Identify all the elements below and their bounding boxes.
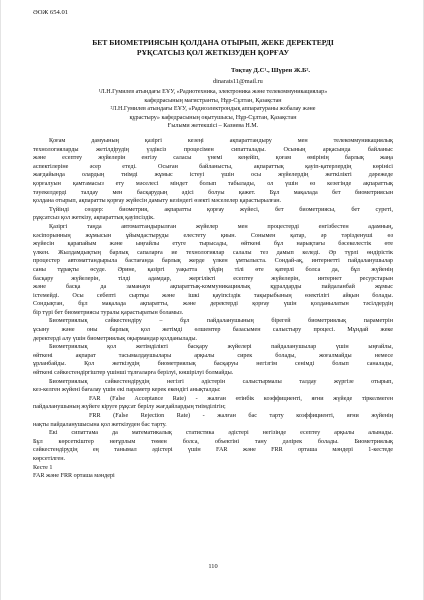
body-line: сәйкестендірудің ең танымал әдістері үшін FAR және FRR орташа мәндері 1-кестеде xyxy=(33,447,393,454)
body-line: нақты пайдаланушысына қол жеткізуден бас тарту. xyxy=(33,421,167,428)
body-line: қолдана отырып, ақпаратты қорғау жүйесін дамыту кезіндегі өзекті мәселелер қарастырылған. xyxy=(33,198,282,205)
body-line: FRR (False Rejection Rate) - жалған бас тарту коэффициенті, яғни жүйенің xyxy=(89,413,393,419)
body-line: Екі сипаттама да математикалық статистика әдістері негізінде есептеу арқылы алынады. xyxy=(49,430,393,437)
body-line: тәуекелдерді талдау мен басқарудың әдісі болуы қажет. Бұл мақалада бет биометриясын xyxy=(33,189,393,196)
body-line: ұрланбайды. Қол жеткізудің биометриялық басқаруы негізгім сенімді болып саналады, xyxy=(33,361,393,368)
udc-code: ӘОЖ 654.01 xyxy=(33,9,69,16)
body-line: Биометриялық қол жетімділікті басқару жүйелері пайдаланушылар үшін ыңғайлы, xyxy=(49,344,393,351)
affiliation-line: кафедрасының магистранты, Нұр-Сұлтан, Қазақстан xyxy=(144,97,282,104)
body-line: пайдаланушының жүйеге кіруге рұқсат берілу жағдайлардың тиімділігін; xyxy=(33,404,226,411)
body-line: Биометриялық сәйкестендірудің негізгі әдістерін салыстырмалы талдау жүргізе отырып, xyxy=(49,378,393,385)
affiliation-line: құрастыру» кафедрасының оқытушысы, Нұр-Сұлтан, Қазақстан xyxy=(129,114,297,121)
body-line: ұсыну және оны барлық қол жетімді өлшемтер базасымен салыстыру процесі. Мұндай жеке xyxy=(33,327,393,334)
affiliation-line: ¹Л.Н.Гумилев атындағы ЕҰУ, «Радиотехника, электроника және телекоммуникациялар» xyxy=(98,89,328,95)
body-line: Бұл көрсеткіштер неғұрлым төмен болса, объектіні тану дәлірек болады. Биометриялық xyxy=(33,438,393,445)
body-line: және басқа да заманауи ақпараттық-коммуникациялық құралдарды пайдаланбай жұмыс xyxy=(33,284,393,291)
body-line: процестер автоматтандырыла бастағанда барлық жерде үлкен ұмтылыста. Сондай-ақ, интернетті пайдаланушылар xyxy=(33,258,393,265)
affiliation-line: Ғылыми жетекшісі – Казиева Н.М. xyxy=(167,123,259,130)
body-line: басқару жүйелерін, тілді адамдар, жергілікті есептеу жүйелерін, интернет ресурстарын xyxy=(33,275,393,282)
body-line: Қоғам дамуының қазіргі кезеңі ақпараттандыру мен телекоммуникациялық xyxy=(49,138,393,144)
body-line: Қазіргі таңда автоматтандырылған жүйелер мен процестерді енгізбестен адамның, xyxy=(49,223,393,230)
body-line: жағдайында олардың тиімді жұмыс істеуі үшін осы жүйелердің жеткілікті дәрежеде xyxy=(33,172,393,179)
body-line: FAR (False Acceptance Rate) - жалған өтінбік коэффициенті, яғни жүйеде тіркелмеген xyxy=(89,395,393,402)
affiliations xyxy=(33,88,393,131)
body-line: өйткені сәйкестендіргіштер үшінші тұлғаларға берілуі, көшірілуі болмайды. xyxy=(33,370,234,377)
body-line: Сондықтан, бұл мақалада ақпаратты, және деректерді қорғау үшін қолданылатын тәсілдердің xyxy=(33,301,393,308)
body-line: бір түрі бет биометриясы туралы қарастыратын боламыз. xyxy=(33,309,184,316)
body-line: FAR және FRR орташа мәндері xyxy=(33,473,115,480)
body-line: істемейді. Осы себепті сыртқы және ішкі қауіпсіздік тақырыбының өзектілігі айқын болады. xyxy=(33,292,393,299)
author-email: dinarats11@mail.ru xyxy=(213,78,263,85)
authors: Тоқтау Д.С¹., Шүрен Ж.Б². xyxy=(231,67,311,74)
body-line: рұқсатсыз қол жеткізу, ақпараттық қауіпсіздік. xyxy=(33,215,155,222)
article-title-line-2: РҰҚСАТСЫЗ ҚОЛ ЖЕТКІЗУДЕН ҚОРҒАУ xyxy=(136,48,290,57)
body-line: өйткені ақпарат тасымалдаушылары арқылы сирек болады, жоғалмайды немесе xyxy=(33,352,393,359)
affiliation-line: ²Л.Н.Гумилев атындағы ЕҰУ, «Радиоэлектрондық аппаратураны жобалау және xyxy=(110,106,316,113)
body-line: Биометриялық сәйкестендіру – бұл пайдаланушының бірегей биометриялық параметрін xyxy=(49,318,393,325)
body-line: және есептеу жүйелерін енгізу саласы үнемі кеңейіп, қоғам өмірінің барлық жаңа xyxy=(33,155,393,162)
body-line: деректерді алу үшін биометриялық оқырмандар қолданылады. xyxy=(33,335,198,342)
body-line: жүйесін қарапайым және ыңғайлы етуге тырысады, өйткені бұл нарықтағы бәсекелестік өте xyxy=(33,241,393,248)
page-number: 110 xyxy=(208,563,218,570)
body-line: кез-келген жүйені бағалау үшін екі параметр керек екендігі анықталды: xyxy=(33,387,221,394)
body-line: Түйінді сөздер: биометрия, ақпаратты қорғау жүйесі, бет биометриясы, бет суреті, xyxy=(49,206,393,213)
body-line: үлкен. Жылдамдықтың барлық сапаларға ие технологиялар салалы тез дамып келеді. Әр түрлі өндірістік xyxy=(33,249,393,256)
body-line: технологияларды жетілдірудің үздіксіз процесімен сипатталады. Осының арқасында байланыс xyxy=(33,146,393,153)
body-line: саны тұрақты өсуде. Әрине, қазіргі уақытта үйдің тілі өте қатерлі болса да, бұл жүйенің xyxy=(33,266,393,273)
article-body xyxy=(33,137,393,481)
body-line: Кесте 1 xyxy=(33,464,53,471)
body-line: көрсетілген. xyxy=(33,455,66,462)
article-title-line-1: БЕТ БИОМЕТРИЯСЫН ҚОЛДАНА ОТЫРЫП, ЖЕКЕ ДЕРЕКТЕРДІ xyxy=(92,38,334,47)
body-line: аспектілеріне әсер етеді. Осыған байланысты, ақпараттық қауіп-қатерлердің көрінісі xyxy=(33,163,393,170)
body-line: кәсіпорынның жұмысын ұйымдастыруды елестету қиын. Сонымен қатар, әр тәрізденуші өз xyxy=(33,232,393,239)
body-line: қорғалуын қамтамасыз ету мәселесі міндет болып табылады, ол үшін өз кезегінде ақпараттық xyxy=(33,180,393,187)
